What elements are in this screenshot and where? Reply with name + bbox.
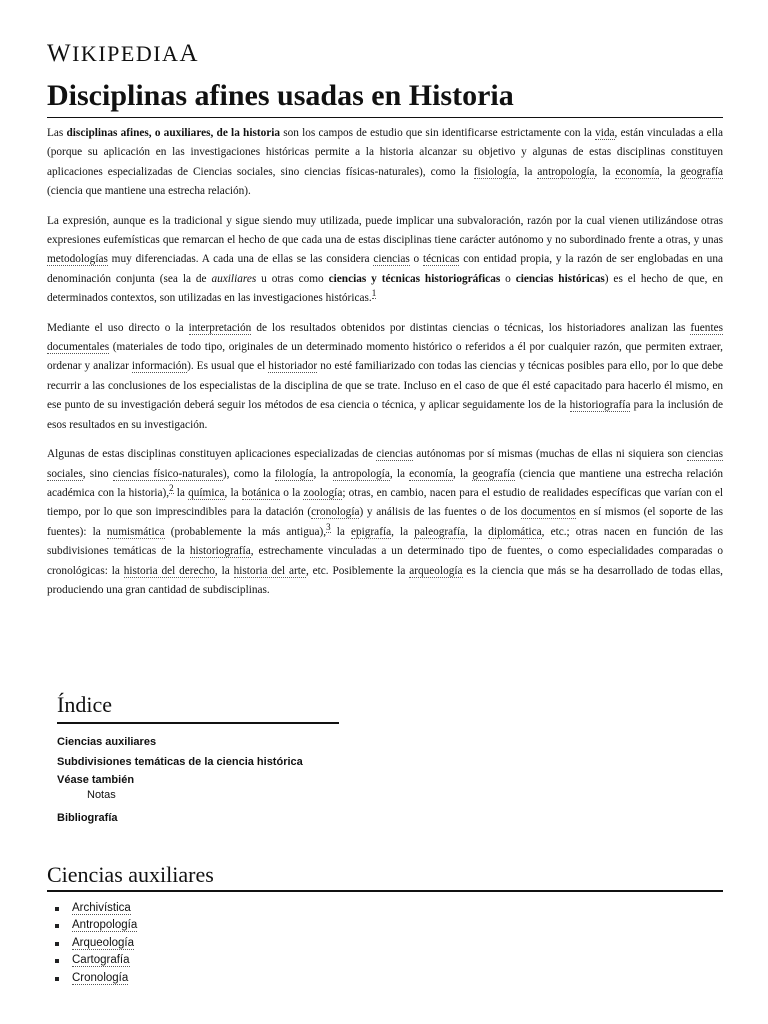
paragraph-intro: Las disciplinas afines, o auxiliares, de la historia son los campos de estudio que sin identificarse estrictamente con la vida, están vinculadas a ella (porque su aplicación en las investigaciones históricas permite a la historia alcanzar su objetivo y algunas de estas disciplinas constituyen aplicaciones especializadas de Ciencias sociales, sino ciencias físicas-naturales), como la fisiología, la antropología, la economía, la geografía (ciencia que mantiene una estrecha relación).	[47, 127, 723, 198]
toc-item-notas[interactable]: Notas	[87, 789, 116, 801]
link-historiografia[interactable]: historiografía	[569, 399, 631, 412]
link-tecnicas[interactable]: técnicas	[423, 253, 460, 266]
list-item	[53, 900, 137, 917]
link-economia-2[interactable]: economía	[409, 467, 454, 480]
link-antropologia-list[interactable]: Antropología	[72, 919, 138, 932]
article-body	[47, 124, 723, 610]
link-cronologia[interactable]: cronología	[311, 506, 360, 519]
link-historiador[interactable]: historiador	[268, 360, 318, 373]
link-historia-del-derecho[interactable]: historia del derecho	[123, 564, 215, 577]
link-documentos[interactable]: documentos	[521, 506, 576, 519]
toc-title: Índice	[57, 692, 112, 717]
reference-2[interactable]: 2	[169, 483, 174, 494]
link-fisiologia[interactable]: fisiología	[473, 165, 517, 178]
ciencias-auxiliares-list	[53, 900, 137, 987]
table-of-contents	[57, 690, 377, 828]
link-metodologias[interactable]: metodologías	[47, 253, 108, 266]
link-vida[interactable]: vida	[595, 127, 615, 139]
section-heading-ciencias-auxiliares: Ciencias auxiliares	[47, 862, 214, 887]
bullet-icon	[55, 977, 59, 981]
list-item	[53, 952, 137, 969]
link-paleografia[interactable]: paleografía	[414, 525, 466, 538]
list-item	[53, 917, 137, 934]
bullet-icon	[55, 924, 59, 928]
link-ciencias-sociales[interactable]: ciencias sociales	[47, 448, 723, 480]
link-epigrafia[interactable]: epigrafía	[350, 525, 392, 538]
toc-divider	[57, 722, 339, 724]
link-cartografia[interactable]: Cartografía	[72, 954, 130, 967]
link-zoologia[interactable]: zoología	[303, 486, 343, 499]
link-historiografia-2[interactable]: historiografía	[189, 545, 251, 558]
link-ciencias[interactable]: ciencias	[373, 253, 410, 266]
toc-item-vease-tambien[interactable]: Véase también	[57, 774, 135, 786]
link-geografia[interactable]: geografía	[680, 165, 723, 178]
link-ciencias-2[interactable]: ciencias	[376, 448, 413, 461]
link-botanica[interactable]: botánica	[241, 486, 281, 499]
link-arqueologia-list[interactable]: Arqueología	[72, 936, 135, 949]
paragraph-expresion: La expresión, aunque es la tradicional y sigue siendo muy utilizada, puede implicar una subvaloración, razón por la cual vienen utilizándose otras expresiones eufemísticas que remarcan el hecho de que cada una de estas disciplinas tiene carácter autónomo y no subordinado frente a otras, y unas metodologías muy diferenciadas. A cada una de ellas se las considera ciencias o técnicas con entidad propia, y la razón de ser englobadas en una denominación conjunta (sea la de auxiliares u otras como ciencias y técnicas historiográficas o ciencias históricas) es el hecho de que, en determinados contextos, son utilizadas en las investigaciones históricas.$^1$	[47, 214, 723, 305]
title-divider	[47, 117, 723, 118]
bullet-icon	[55, 942, 59, 946]
link-archivistica[interactable]: Archivística	[72, 902, 131, 914]
link-historia-del-arte[interactable]: historia del arte	[233, 564, 306, 577]
link-antropologia-2[interactable]: antropología	[332, 467, 390, 480]
list-item	[53, 935, 137, 952]
link-ciencias-fisico-naturales[interactable]: ciencias físico-naturales	[112, 467, 223, 480]
list-item	[53, 970, 137, 987]
page-title: Disciplinas afines usadas en Historia	[47, 79, 514, 112]
link-cronologia-list[interactable]: Cronología	[72, 971, 129, 984]
link-interpretacion[interactable]: interpretación	[188, 321, 252, 334]
paragraph-algunas: Algunas de estas disciplinas constituyen aplicaciones especializadas de ciencias autónomas por sí mismas (muchas de ellas ni siquiera son ciencias sociales, sino ciencias físico-naturales), como la filología, la antropología, la economía, la geografía (ciencia que mantiene una estrecha relación académica con la historia),$^2$ la química, la botánica o la zoología; otras, en cambio, nacen para el estudio de realidades específicas que varían con el tiempo, por lo que son imprescindibles para la datación (cronología) y análisis de las fuentes o de los documentos en sí mismos (el soporte de las fuentes): la numismática (probablemente la más antigua),$^3$ la epigrafía, la paleografía, la diplomática, etc.; otras nacen en función de las subdivisiones temáticas de la historiografía, estrechamente vinculadas a un determinado tipo de fuentes, o como especialidades comparadas o cronológicas: la historia del derecho, la historia del arte, etc. Posiblemente la arqueología es la ciencia que más se ha desarrollado de todas ellas, produciendo una gran cantidad de subdisciplinas.	[47, 448, 724, 596]
link-economia[interactable]: economía	[615, 165, 660, 178]
section-divider	[47, 890, 723, 892]
toc-item-bibliografia[interactable]: Bibliografía	[57, 812, 118, 824]
toc-list	[57, 732, 377, 828]
reference-3[interactable]: 3	[326, 521, 331, 532]
link-antropologia[interactable]: antropología	[537, 165, 595, 178]
link-fuentes-documentales[interactable]: fuentes documentales	[47, 321, 723, 354]
bullet-icon	[55, 907, 59, 911]
link-informacion[interactable]: información	[131, 360, 188, 373]
link-diplomatica[interactable]: diplomática	[488, 525, 542, 538]
link-geografia-2[interactable]: geografía	[472, 467, 515, 480]
link-numismatica[interactable]: numismática	[106, 525, 165, 538]
paragraph-mediante: Mediante el uso directo o la interpretación de los resultados obtenidos por distintas ciencias o técnicas, los historiadores analizan las fuentes documentales (materiales de todo tipo, originales de un determinado momento histórico o referidos a él por cualquier razón, que permiten extraer, ordenar y analizar información). Es usual que el historiador no esté familiarizado con todas las ciencias y técnicas posibles para ello, por lo que debe recurrir a las conclusiones de los especialistas de la disciplina de que se trate. Incluso en el caso de que él esté capacitado para hacerlo él mismo, en ese punto de su investigación deberá seguir los métodos de esa ciencia o técnica, y aplicar seguidamente los de la historiografía para la inclusión de esos resultados en su investigación.	[47, 321, 723, 431]
link-filologia[interactable]: filología	[275, 467, 314, 480]
toc-item-ciencias-auxiliares[interactable]: Ciencias auxiliares	[57, 736, 157, 748]
wikipedia-logo[interactable]: WIKIPEDIAA	[47, 40, 199, 67]
bullet-icon	[55, 959, 59, 963]
toc-item-subdivisiones[interactable]: Subdivisiones temáticas de la ciencia histórica	[57, 756, 303, 768]
link-quimica[interactable]: química	[188, 486, 225, 499]
link-arqueologia[interactable]: arqueología	[409, 564, 463, 577]
reference-1[interactable]: 1	[371, 288, 377, 299]
